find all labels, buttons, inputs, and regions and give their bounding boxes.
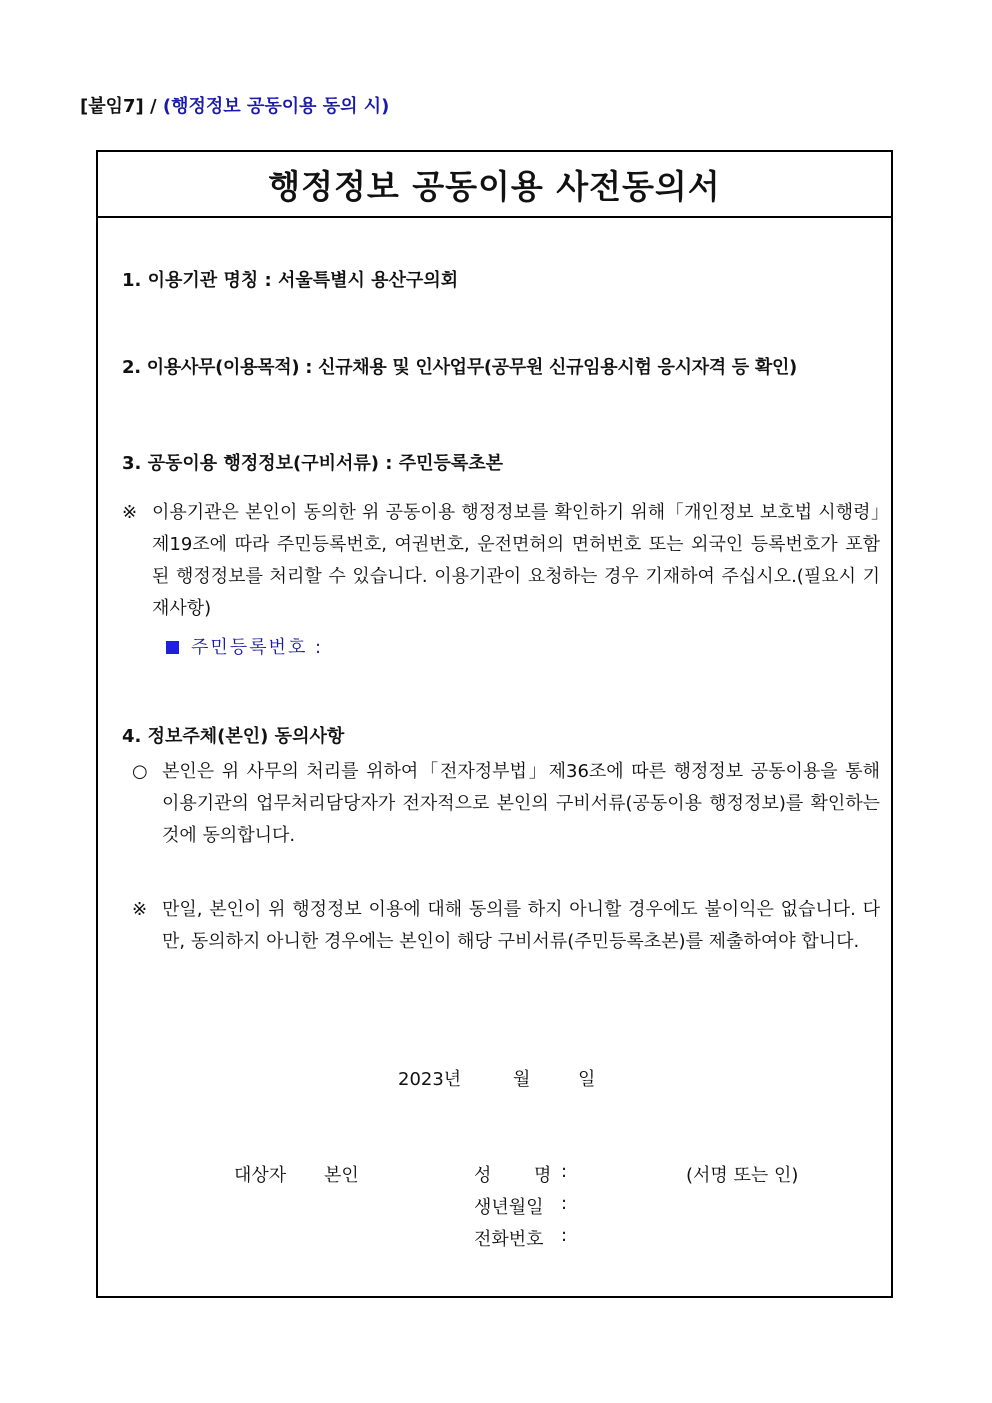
notice-text: 이용기관은 본인이 동의한 위 공동이용 행정정보를 확인하기 위해「개인정보 보호법 시행령」제19조에 따라 주민등록번호, 여권번호, 운전면허의 면허번호 또는 외국인 등록번호가 포함된 행정정보를 처리할 수 있습니다. 이용기관이 요청하는 경우 기재하여 주십시오.(필요시 기재사항) xyxy=(152,502,880,619)
date-day: 일 xyxy=(578,1069,596,1090)
sign-or-seal-hint: (서명 또는 인) xyxy=(686,1165,799,1186)
phone-colon: : xyxy=(561,1225,568,1246)
reference-mark-icon: ※ xyxy=(132,899,148,920)
name-label-first: 성 xyxy=(474,1165,492,1186)
date-year: 2023년 xyxy=(398,1069,462,1090)
signer-subject: 대상자 xyxy=(234,1165,287,1186)
reference-mark-icon: ※ xyxy=(122,502,138,523)
date-month: 월 xyxy=(513,1069,531,1090)
phone-label: 전화번호 xyxy=(474,1229,544,1250)
signer-self: 본인 xyxy=(324,1165,359,1186)
consent-text: 본인은 위 사무의 처리를 위하여「전자정부법」제36조에 따른 행정정보 공동이용을 통해 이용기관의 업무처리담당자가 전자적으로 본인의 구비서류(공동이용 행정정보)를 확인하는 것에 동의합니다. xyxy=(162,761,880,846)
name-label-second: 명 xyxy=(534,1165,552,1186)
section-agency-name: 1. 이용기관 명칭 : 서울특별시 용산구의회 xyxy=(122,270,459,291)
square-bullet-icon xyxy=(166,641,179,654)
attachment-label: [붙임7] / xyxy=(80,96,157,117)
no-consent-text: 만일, 본인이 위 행정정보 이용에 대해 동의를 하지 아니할 경우에도 불이익은 없습니다. 다만, 동의하지 아니한 경우에는 본인이 해당 구비서류(주민등록초본)를 제출하여야 합니다. xyxy=(162,899,880,952)
section-consent: 4. 정보주체(본인) 동의사항 xyxy=(122,726,345,747)
circle-bullet-icon: ○ xyxy=(132,761,148,782)
notice-paragraph xyxy=(122,497,880,625)
birthdate-colon: : xyxy=(561,1193,568,1214)
resident-number-field[interactable] xyxy=(166,633,323,659)
consent-form-frame xyxy=(96,150,893,1298)
section-shared-info: 3. 공동이용 행정정보(구비서류) : 주민등록초본 xyxy=(122,453,504,474)
attachment-header xyxy=(80,92,389,118)
birthdate-label: 생년월일 xyxy=(474,1197,544,1218)
attachment-subtitle: (행정정보 공동이용 동의 시) xyxy=(162,96,390,117)
section-purpose: 2. 이용사무(이용목적) : 신규채용 및 인사업무(공무원 신규임용시험 응시자격 등 확인) xyxy=(122,357,797,378)
resident-number-label: 주민등록번호 : xyxy=(191,637,324,658)
name-colon: : xyxy=(561,1161,568,1182)
no-consent-notice xyxy=(132,894,880,958)
consent-paragraph xyxy=(132,756,880,852)
form-title: 행정정보 공동이용 사전동의서 xyxy=(98,152,891,218)
